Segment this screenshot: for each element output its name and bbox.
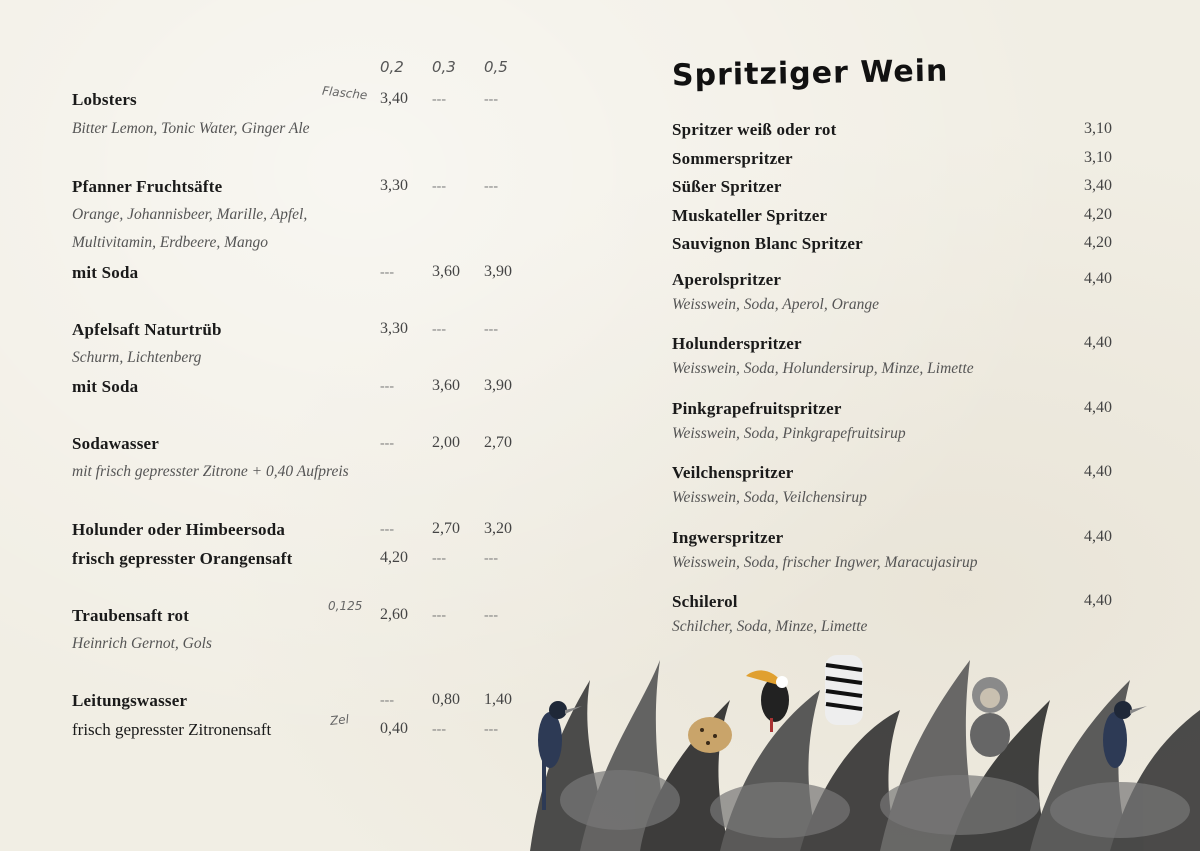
item-price-p2: --- — [432, 322, 446, 337]
wine-item-description: Schilcher, Soda, Minze, Limette — [672, 618, 868, 635]
wine-item-price: 3,10 — [1084, 149, 1112, 166]
wine-item-price: 4,40 — [1084, 270, 1112, 287]
item-price-p1: --- — [380, 693, 394, 708]
item-price-p1: 4,20 — [380, 549, 408, 566]
item-price-p3: 3,20 — [484, 520, 512, 537]
wine-item-name: Sauvignon Blanc Spritzer — [672, 234, 863, 253]
item-name: Apfelsaft Naturtrüb — [72, 320, 222, 339]
wine-item-description: Weisswein, Soda, Aperol, Orange — [672, 296, 879, 313]
item-price-p1: 0,40 — [380, 720, 408, 737]
item-name: Traubensaft rot — [72, 606, 190, 625]
wine-item-name: Aperolspritzer — [672, 270, 782, 289]
wine-item-name: Holunderspritzer — [672, 334, 802, 353]
wine-item-price: 3,40 — [1084, 177, 1112, 194]
item-name: Leitungswasser — [72, 691, 188, 710]
item-price-p3: 3,90 — [484, 263, 512, 280]
item-price-p3: --- — [484, 179, 498, 194]
item-name: frisch gepresster Zitronensaft — [72, 720, 272, 739]
item-price-p3: --- — [484, 722, 498, 737]
item-name: frisch gepresster Orangensaft — [72, 549, 293, 568]
wine-item-name: Süßer Spritzer — [672, 177, 782, 196]
col-header-05: 0,5 — [484, 58, 508, 76]
wine-item-name: Spritzer weiß oder rot — [672, 120, 837, 139]
wine-item-name: Schilerol — [672, 592, 738, 611]
item-price-p3: --- — [484, 322, 498, 337]
wine-item-price: 4,40 — [1084, 528, 1112, 545]
wine-item-price: 4,20 — [1084, 206, 1112, 223]
item-name: Holunder oder Himbeersoda — [72, 520, 286, 539]
wine-item-name: Veilchenspritzer — [672, 463, 794, 482]
item-price-p2: 2,70 — [432, 520, 460, 537]
item-name: mit Soda — [72, 263, 139, 282]
item-description: Schurm, Lichtenberg — [72, 349, 202, 366]
wine-item-description: Weisswein, Soda, frischer Ingwer, Maracujasirup — [672, 554, 978, 571]
item-price-p3: 2,70 — [484, 434, 512, 451]
item-description: Bitter Lemon, Tonic Water, Ginger Ale — [72, 120, 310, 137]
note-zel: Zel — [329, 712, 350, 728]
item-name: Pfanner Fruchtsäfte — [72, 177, 223, 196]
item-price-p3: --- — [484, 92, 498, 107]
col-header-03: 0,3 — [432, 58, 456, 76]
item-description: mit frisch gepresster Zitrone + 0,40 Aufpreis — [72, 463, 349, 480]
wine-item-price: 4,20 — [1084, 234, 1112, 251]
item-price-p2: 3,60 — [432, 263, 460, 280]
wine-item-description: Weisswein, Soda, Pinkgrapefruitsirup — [672, 425, 906, 442]
item-price-p2: --- — [432, 722, 446, 737]
note-flasche: Flasche — [321, 83, 369, 103]
jungle-animals-illustration — [520, 640, 1200, 851]
wine-item-name: Pinkgrapefruitspritzer — [672, 399, 842, 418]
wine-item-price: 4,40 — [1084, 399, 1112, 416]
col-header-02: 0,2 — [380, 58, 404, 76]
item-price-p1: --- — [380, 265, 394, 280]
item-price-p1: --- — [380, 379, 394, 394]
wine-item-description: Weisswein, Soda, Veilchensirup — [672, 489, 867, 506]
item-price-p1: 3,40 — [380, 90, 408, 107]
item-price-p1: 2,60 — [380, 606, 408, 623]
item-price-p3: --- — [484, 551, 498, 566]
item-price-p1: --- — [380, 436, 394, 451]
item-price-p2: 3,60 — [432, 377, 460, 394]
wine-item-name: Muskateller Spritzer — [672, 206, 828, 225]
item-price-p1: 3,30 — [380, 320, 408, 337]
item-price-p2: --- — [432, 551, 446, 566]
item-price-p1: --- — [380, 522, 394, 537]
item-description: Orange, Johannisbeer, Marille, Apfel, — [72, 206, 308, 223]
item-price-p2: 2,00 — [432, 434, 460, 451]
item-price-p2: --- — [432, 608, 446, 623]
item-price-p1: 3,30 — [380, 177, 408, 194]
item-name: Sodawasser — [72, 434, 160, 453]
wine-item-price: 4,40 — [1084, 334, 1112, 351]
item-name: Lobsters — [72, 90, 137, 109]
wine-item-price: 3,10 — [1084, 120, 1112, 137]
item-price-p2: --- — [432, 179, 446, 194]
wine-item-name: Ingwerspritzer — [672, 528, 784, 547]
item-price-p2: 0,80 — [432, 691, 460, 708]
section-title: Spritziger Wein — [671, 53, 949, 94]
item-price-p3: 1,40 — [484, 691, 512, 708]
note-0125: 0,125 — [328, 599, 363, 613]
item-name: mit Soda — [72, 377, 139, 396]
item-description: Multivitamin, Erdbeere, Mango — [72, 234, 269, 251]
wine-item-name: Sommerspritzer — [672, 149, 793, 168]
item-price-p3: 3,90 — [484, 377, 512, 394]
item-price-p3: --- — [484, 608, 498, 623]
wine-item-price: 4,40 — [1084, 592, 1112, 609]
wine-item-price: 4,40 — [1084, 463, 1112, 480]
item-price-p2: --- — [432, 92, 446, 107]
wine-item-description: Weisswein, Soda, Holundersirup, Minze, Limette — [672, 360, 974, 377]
item-description: Heinrich Gernot, Gols — [72, 635, 212, 652]
